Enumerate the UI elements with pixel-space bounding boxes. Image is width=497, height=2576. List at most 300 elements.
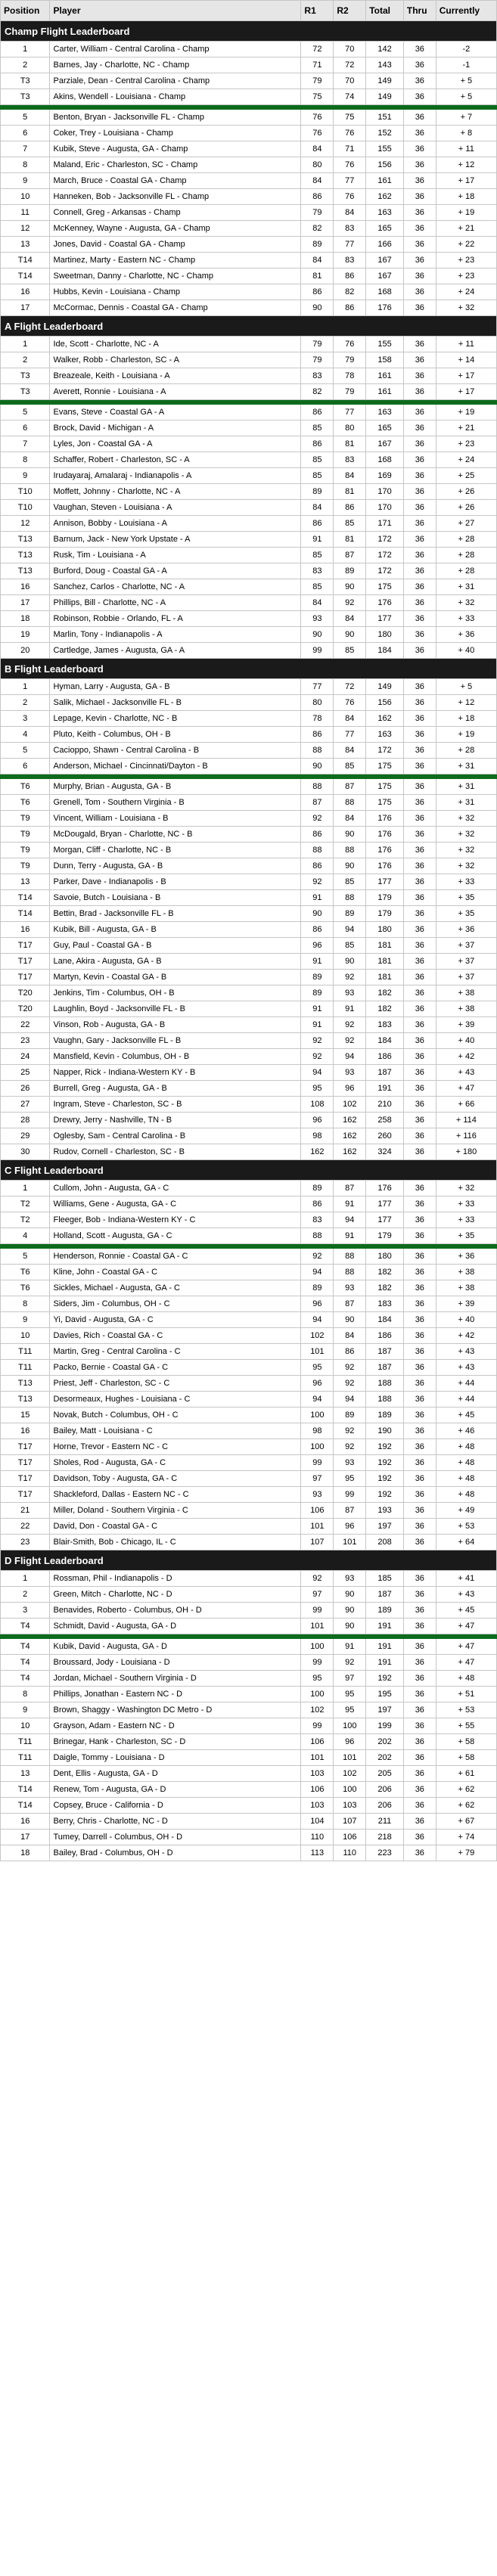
- cell-round-2: 85: [334, 759, 366, 774]
- cell-player: Vaughan, Steven - Louisiana - A: [50, 500, 301, 516]
- cell-total: 183: [366, 1296, 404, 1312]
- cell-currently: + 62: [436, 1798, 496, 1814]
- cell-player: Brown, Shaggy - Washington DC Metro - D: [50, 1702, 301, 1718]
- table-row: [1, 1798, 497, 1814]
- table-row: [1, 858, 497, 874]
- cell-player: Burrell, Greg - Augusta, GA - B: [50, 1081, 301, 1097]
- cell-currently: + 12: [436, 695, 496, 711]
- cell-position: 21: [1, 1503, 50, 1519]
- cell-round-1: 88: [301, 743, 334, 759]
- cell-currently: + 24: [436, 452, 496, 468]
- cell-position: T14: [1, 268, 50, 284]
- cell-thru: 36: [403, 1702, 436, 1718]
- cell-round-1: 87: [301, 795, 334, 811]
- cell-position: 26: [1, 1081, 50, 1097]
- cell-total: 175: [366, 795, 404, 811]
- cell-round-2: 86: [334, 300, 366, 316]
- cell-round-2: 70: [334, 73, 366, 89]
- cell-player: Cartledge, James - Augusta, GA - A: [50, 643, 301, 659]
- cell-position: T14: [1, 1782, 50, 1798]
- cell-position: T6: [1, 795, 50, 811]
- cell-round-2: 90: [334, 1619, 366, 1634]
- cell-thru: 36: [403, 1249, 436, 1265]
- cell-position: T9: [1, 843, 50, 858]
- cell-round-2: 96: [334, 1081, 366, 1097]
- cell-round-1: 88: [301, 1228, 334, 1244]
- cell-player: Jones, David - Coastal GA - Champ: [50, 237, 301, 253]
- cell-thru: 36: [403, 938, 436, 954]
- table-row: [1, 1845, 497, 1861]
- cell-player: Jenkins, Tim - Columbus, OH - B: [50, 985, 301, 1001]
- cell-currently: + 11: [436, 337, 496, 352]
- cell-currently: + 23: [436, 268, 496, 284]
- cell-player: Oglesby, Sam - Central Carolina - B: [50, 1128, 301, 1144]
- cell-position: T11: [1, 1344, 50, 1360]
- cell-position: T3: [1, 89, 50, 105]
- cell-thru: 36: [403, 1265, 436, 1280]
- table-row: [1, 1212, 497, 1228]
- cell-currently: + 8: [436, 126, 496, 141]
- cell-round-1: 84: [301, 253, 334, 268]
- cell-thru: 36: [403, 548, 436, 563]
- cell-player: Cacioppo, Shawn - Central Carolina - B: [50, 743, 301, 759]
- cell-round-1: 96: [301, 1376, 334, 1392]
- cell-total: 182: [366, 985, 404, 1001]
- cell-thru: 36: [403, 1001, 436, 1017]
- cell-currently: + 53: [436, 1519, 496, 1535]
- cell-thru: 36: [403, 253, 436, 268]
- cell-round-1: 162: [301, 1144, 334, 1160]
- cell-round-2: 88: [334, 1265, 366, 1280]
- cell-currently: + 5: [436, 73, 496, 89]
- cell-currently: + 36: [436, 1249, 496, 1265]
- cell-thru: 36: [403, 1344, 436, 1360]
- cell-position: 6: [1, 126, 50, 141]
- cell-round-2: 90: [334, 858, 366, 874]
- cell-position: T13: [1, 548, 50, 563]
- cell-player: Sanchez, Carlos - Charlotte, NC - A: [50, 579, 301, 595]
- cell-total: 188: [366, 1376, 404, 1392]
- cell-player: Williams, Gene - Augusta, GA - C: [50, 1196, 301, 1212]
- cell-round-1: 92: [301, 1033, 334, 1049]
- table-row: [1, 890, 497, 906]
- cell-round-2: 95: [334, 1471, 366, 1487]
- cell-thru: 36: [403, 484, 436, 500]
- cell-player: Bailey, Matt - Louisiana - C: [50, 1423, 301, 1439]
- cell-position: 10: [1, 189, 50, 205]
- cell-currently: + 31: [436, 779, 496, 795]
- cell-position: 29: [1, 1128, 50, 1144]
- cell-player: Blair-Smith, Bob - Chicago, IL - C: [50, 1535, 301, 1550]
- cell-round-2: 101: [334, 1750, 366, 1766]
- cell-position: T4: [1, 1671, 50, 1687]
- cell-total: 166: [366, 237, 404, 253]
- cell-thru: 36: [403, 300, 436, 316]
- cell-total: 206: [366, 1798, 404, 1814]
- cell-thru: 36: [403, 627, 436, 643]
- cell-round-1: 82: [301, 384, 334, 400]
- cell-thru: 36: [403, 352, 436, 368]
- cell-total: 202: [366, 1734, 404, 1750]
- cell-position: 2: [1, 352, 50, 368]
- cell-currently: + 33: [436, 874, 496, 890]
- cell-total: 185: [366, 1571, 404, 1587]
- cell-player: Murphy, Brian - Augusta, GA - B: [50, 779, 301, 795]
- cell-thru: 36: [403, 1503, 436, 1519]
- cell-position: 6: [1, 421, 50, 436]
- cell-currently: + 49: [436, 1503, 496, 1519]
- cell-player: Ingram, Steve - Charleston, SC - B: [50, 1097, 301, 1113]
- cell-position: 5: [1, 110, 50, 126]
- cell-round-1: 75: [301, 89, 334, 105]
- cell-position: T17: [1, 1471, 50, 1487]
- cell-total: 176: [366, 1181, 404, 1196]
- cell-round-2: 72: [334, 679, 366, 695]
- cell-thru: 36: [403, 189, 436, 205]
- cell-player: Sholes, Rod - Augusta, GA - C: [50, 1455, 301, 1471]
- cell-position: 15: [1, 1407, 50, 1423]
- cell-total: 179: [366, 890, 404, 906]
- cell-position: 17: [1, 300, 50, 316]
- table-row: [1, 563, 497, 579]
- cell-round-1: 92: [301, 1049, 334, 1065]
- cell-currently: + 47: [436, 1619, 496, 1634]
- cell-currently: + 47: [436, 1081, 496, 1097]
- cell-player: Connell, Greg - Arkansas - Champ: [50, 205, 301, 221]
- cell-total: 192: [366, 1487, 404, 1503]
- table-row: [1, 436, 497, 452]
- cell-total: 197: [366, 1702, 404, 1718]
- cell-thru: 36: [403, 1798, 436, 1814]
- cell-player: McDougald, Bryan - Charlotte, NC - B: [50, 827, 301, 843]
- cell-round-1: 88: [301, 779, 334, 795]
- cell-round-2: 84: [334, 811, 366, 827]
- cell-total: 181: [366, 970, 404, 985]
- cell-currently: + 40: [436, 1312, 496, 1328]
- cell-player: Henderson, Ronnie - Coastal GA - C: [50, 1249, 301, 1265]
- cell-player: Phillips, Jonathan - Eastern NC - D: [50, 1687, 301, 1702]
- cell-player: Grayson, Adam - Eastern NC - D: [50, 1718, 301, 1734]
- cell-currently: + 31: [436, 795, 496, 811]
- cell-round-1: 83: [301, 563, 334, 579]
- cell-total: 163: [366, 205, 404, 221]
- cell-currently: + 46: [436, 1423, 496, 1439]
- cell-round-1: 113: [301, 1845, 334, 1861]
- cell-round-1: 84: [301, 500, 334, 516]
- cell-round-1: 84: [301, 173, 334, 189]
- cell-round-1: 78: [301, 711, 334, 727]
- cell-round-2: 101: [334, 1535, 366, 1550]
- cell-total: 152: [366, 126, 404, 141]
- cell-position: 13: [1, 874, 50, 890]
- table-row: [1, 110, 497, 126]
- cell-thru: 36: [403, 57, 436, 73]
- cell-total: 177: [366, 611, 404, 627]
- cell-position: 7: [1, 141, 50, 157]
- cell-player: Miller, Doland - Southern Virginia - C: [50, 1503, 301, 1519]
- cell-position: T10: [1, 500, 50, 516]
- cell-player: Horne, Trevor - Eastern NC - C: [50, 1439, 301, 1455]
- cell-position: 9: [1, 1312, 50, 1328]
- table-row: [1, 532, 497, 548]
- table-row: [1, 189, 497, 205]
- cell-round-2: 87: [334, 548, 366, 563]
- table-row: [1, 1296, 497, 1312]
- cell-player: Parziale, Dean - Central Carolina - Champ: [50, 73, 301, 89]
- cell-total: 324: [366, 1144, 404, 1160]
- cell-total: 176: [366, 843, 404, 858]
- cell-currently: + 32: [436, 827, 496, 843]
- cell-round-2: 162: [334, 1144, 366, 1160]
- cell-player: Schaffer, Robert - Charleston, SC - A: [50, 452, 301, 468]
- cell-currently: + 17: [436, 384, 496, 400]
- cell-round-2: 100: [334, 1782, 366, 1798]
- cell-total: 192: [366, 1471, 404, 1487]
- cell-currently: + 180: [436, 1144, 496, 1160]
- cell-round-1: 81: [301, 268, 334, 284]
- cell-thru: 36: [403, 1113, 436, 1128]
- table-row: [1, 1487, 497, 1503]
- cell-player: Morgan, Cliff - Charlotte, NC - B: [50, 843, 301, 858]
- cell-round-1: 96: [301, 938, 334, 954]
- cell-total: 181: [366, 938, 404, 954]
- cell-round-2: 88: [334, 843, 366, 858]
- cell-position: T11: [1, 1750, 50, 1766]
- cell-total: 162: [366, 189, 404, 205]
- cell-round-2: 87: [334, 779, 366, 795]
- cell-round-1: 95: [301, 1671, 334, 1687]
- cell-thru: 36: [403, 1587, 436, 1603]
- cell-total: 175: [366, 579, 404, 595]
- table-row: [1, 1081, 497, 1097]
- cell-player: Averett, Ronnie - Louisiana - A: [50, 384, 301, 400]
- cell-total: 179: [366, 906, 404, 922]
- cell-position: 7: [1, 436, 50, 452]
- cell-round-1: 86: [301, 436, 334, 452]
- cell-currently: + 40: [436, 1033, 496, 1049]
- cell-thru: 36: [403, 384, 436, 400]
- cell-player: Ide, Scott - Charlotte, NC - A: [50, 337, 301, 352]
- cell-round-2: 92: [334, 1439, 366, 1455]
- cell-currently: + 66: [436, 1097, 496, 1113]
- cell-round-2: 96: [334, 1519, 366, 1535]
- cell-round-1: 83: [301, 1212, 334, 1228]
- cell-round-2: 100: [334, 1718, 366, 1734]
- cell-total: 206: [366, 1782, 404, 1798]
- cell-position: 1: [1, 337, 50, 352]
- cell-thru: 36: [403, 1782, 436, 1798]
- cell-position: T13: [1, 1376, 50, 1392]
- cell-thru: 36: [403, 73, 436, 89]
- cell-total: 168: [366, 284, 404, 300]
- cell-thru: 36: [403, 579, 436, 595]
- cell-round-1: 89: [301, 1181, 334, 1196]
- table-row: [1, 1423, 497, 1439]
- cell-round-2: 90: [334, 1587, 366, 1603]
- cell-round-2: 92: [334, 1017, 366, 1033]
- cell-round-2: 110: [334, 1845, 366, 1861]
- cell-position: 4: [1, 727, 50, 743]
- cell-thru: 36: [403, 1312, 436, 1328]
- cell-position: 12: [1, 516, 50, 532]
- cell-currently: + 31: [436, 579, 496, 595]
- cell-player: Napper, Rick - Indiana-Western KY - B: [50, 1065, 301, 1081]
- header-currently: Currently: [436, 1, 496, 21]
- cell-total: 210: [366, 1097, 404, 1113]
- table-row: [1, 1407, 497, 1423]
- cell-total: 191: [366, 1619, 404, 1634]
- cell-thru: 36: [403, 1814, 436, 1830]
- table-row: [1, 173, 497, 189]
- cell-total: 167: [366, 253, 404, 268]
- cell-currently: + 51: [436, 1687, 496, 1702]
- cell-round-2: 91: [334, 1639, 366, 1655]
- cell-player: Desormeaux, Hughes - Louisiana - C: [50, 1392, 301, 1407]
- table-row: [1, 421, 497, 436]
- cell-player: Carter, William - Central Carolina - Champ: [50, 42, 301, 57]
- cell-round-1: 93: [301, 611, 334, 627]
- cell-round-2: 84: [334, 743, 366, 759]
- cell-player: Packo, Bernie - Coastal GA - C: [50, 1360, 301, 1376]
- table-row: [1, 1830, 497, 1845]
- cell-round-2: 91: [334, 1228, 366, 1244]
- cell-currently: + 14: [436, 352, 496, 368]
- cell-round-1: 91: [301, 954, 334, 970]
- cell-thru: 36: [403, 1471, 436, 1487]
- cell-total: 190: [366, 1423, 404, 1439]
- cell-player: Vincent, William - Louisiana - B: [50, 811, 301, 827]
- cell-position: 1: [1, 679, 50, 695]
- cell-position: 13: [1, 1766, 50, 1782]
- cell-total: 156: [366, 695, 404, 711]
- cell-round-1: 94: [301, 1392, 334, 1407]
- cell-position: 8: [1, 452, 50, 468]
- cell-position: 10: [1, 1718, 50, 1734]
- cell-position: 16: [1, 1423, 50, 1439]
- cell-thru: 36: [403, 1750, 436, 1766]
- table-row: [1, 1655, 497, 1671]
- cell-round-2: 86: [334, 268, 366, 284]
- cell-position: 9: [1, 468, 50, 484]
- cell-round-1: 110: [301, 1830, 334, 1845]
- cell-total: 149: [366, 89, 404, 105]
- cell-currently: + 33: [436, 1212, 496, 1228]
- cell-player: Daigle, Tommy - Louisiana - D: [50, 1750, 301, 1766]
- cell-currently: + 18: [436, 711, 496, 727]
- table-row: [1, 1128, 497, 1144]
- cell-currently: + 28: [436, 548, 496, 563]
- cell-round-2: 85: [334, 874, 366, 890]
- cell-currently: + 23: [436, 253, 496, 268]
- cell-currently: + 43: [436, 1065, 496, 1081]
- cell-thru: 36: [403, 1671, 436, 1687]
- table-row: [1, 906, 497, 922]
- cell-total: 170: [366, 484, 404, 500]
- cell-position: 22: [1, 1519, 50, 1535]
- cell-position: 1: [1, 1571, 50, 1587]
- cell-round-1: 89: [301, 970, 334, 985]
- table-row: [1, 579, 497, 595]
- cell-currently: + 17: [436, 368, 496, 384]
- cell-position: T11: [1, 1360, 50, 1376]
- cell-round-1: 106: [301, 1503, 334, 1519]
- cell-thru: 36: [403, 1181, 436, 1196]
- cell-currently: + 44: [436, 1376, 496, 1392]
- cell-round-1: 94: [301, 1265, 334, 1280]
- table-row: [1, 811, 497, 827]
- cell-thru: 36: [403, 1830, 436, 1845]
- cell-currently: + 74: [436, 1830, 496, 1845]
- table-row: [1, 384, 497, 400]
- cell-round-1: 108: [301, 1097, 334, 1113]
- cell-currently: + 79: [436, 1845, 496, 1861]
- cell-round-1: 89: [301, 985, 334, 1001]
- cell-position: T14: [1, 890, 50, 906]
- cell-total: 168: [366, 452, 404, 468]
- cell-position: 1: [1, 1181, 50, 1196]
- cell-position: T17: [1, 1439, 50, 1455]
- cell-thru: 36: [403, 1487, 436, 1503]
- cell-round-2: 95: [334, 1702, 366, 1718]
- cell-thru: 36: [403, 436, 436, 452]
- table-row: [1, 1097, 497, 1113]
- cell-position: T6: [1, 1265, 50, 1280]
- cell-position: T2: [1, 1196, 50, 1212]
- cell-total: 189: [366, 1407, 404, 1423]
- cell-player: Brinegar, Hank - Charleston, SC - D: [50, 1734, 301, 1750]
- cell-thru: 36: [403, 1734, 436, 1750]
- cell-position: 25: [1, 1065, 50, 1081]
- cell-position: T2: [1, 1212, 50, 1228]
- cell-total: 167: [366, 436, 404, 452]
- cell-position: T17: [1, 1487, 50, 1503]
- table-row: [1, 627, 497, 643]
- cell-total: 158: [366, 352, 404, 368]
- cell-currently: + 35: [436, 1228, 496, 1244]
- cell-round-1: 88: [301, 843, 334, 858]
- cell-total: 192: [366, 1455, 404, 1471]
- cell-total: 176: [366, 858, 404, 874]
- cell-currently: + 5: [436, 679, 496, 695]
- cell-round-2: 92: [334, 1376, 366, 1392]
- table-row: [1, 711, 497, 727]
- cell-thru: 36: [403, 843, 436, 858]
- table-row: [1, 1280, 497, 1296]
- leaderboard-body: [1, 21, 497, 1861]
- cell-currently: + 39: [436, 1017, 496, 1033]
- cell-currently: + 48: [436, 1439, 496, 1455]
- cell-round-2: 90: [334, 954, 366, 970]
- cell-currently: + 38: [436, 985, 496, 1001]
- cell-round-2: 94: [334, 1212, 366, 1228]
- cell-player: Lane, Akira - Augusta, GA - B: [50, 954, 301, 970]
- table-row: [1, 1535, 497, 1550]
- table-row: [1, 237, 497, 253]
- cell-position: T3: [1, 368, 50, 384]
- cell-position: 13: [1, 237, 50, 253]
- cell-player: Berry, Chris - Charlotte, NC - D: [50, 1814, 301, 1830]
- table-row: [1, 679, 497, 695]
- cell-round-1: 101: [301, 1619, 334, 1634]
- cell-thru: 36: [403, 1097, 436, 1113]
- cell-position: T20: [1, 1001, 50, 1017]
- cell-total: 176: [366, 300, 404, 316]
- cell-position: T10: [1, 484, 50, 500]
- cell-currently: + 64: [436, 1535, 496, 1550]
- cell-player: Novak, Butch - Columbus, OH - C: [50, 1407, 301, 1423]
- cell-position: T17: [1, 954, 50, 970]
- cell-thru: 36: [403, 42, 436, 57]
